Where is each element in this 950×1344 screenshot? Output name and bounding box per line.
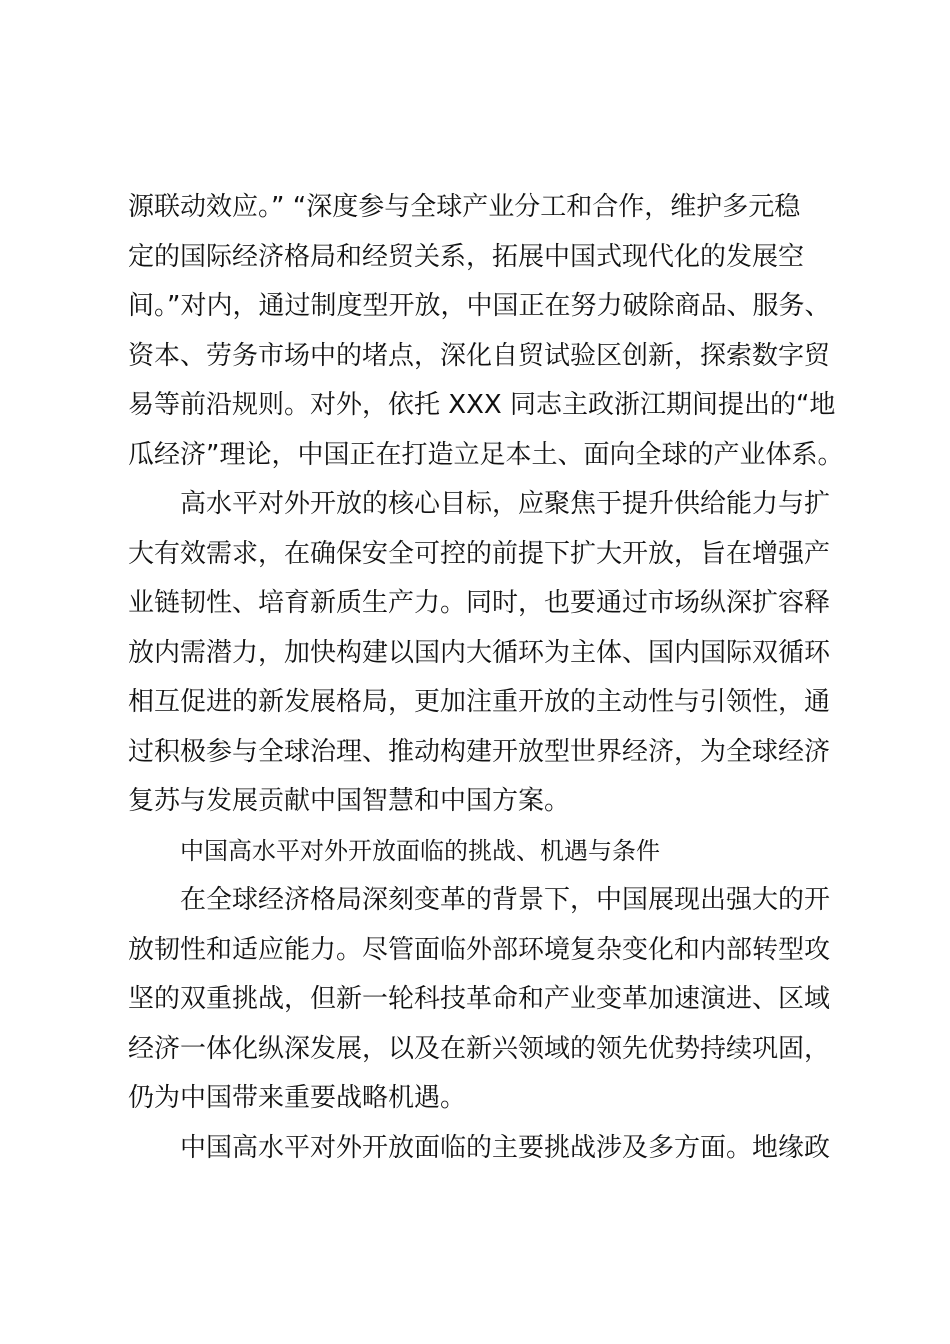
text-line: 定的国际经济格局和经贸关系，拓展中国式现代化的发展空 [128, 241, 805, 272]
paragraph-first-line: 在全球经济格局深刻变革的背景下，中国展现出强大的开 [180, 885, 831, 915]
paragraph-first-line: 高水平对外开放的核心目标，应聚焦于提升供给能力与扩 [180, 489, 831, 519]
text-line: 间。”对内，通过制度型开放，中国正在努力破除商品、服务、 [128, 291, 831, 321]
text-line: 仍为中国带来重要战略机遇。 [128, 1083, 467, 1113]
text-line: 大有效需求，在确保安全可控的前提下扩大开放，旨在增强产 [128, 538, 831, 569]
text-line: 瓜经济”理论，中国正在打造立足本土、面向全球的产业体系。 [128, 439, 844, 470]
paragraph-first-line: 中国高水平对外开放面临的主要挑战涉及多方面。地缘政 [180, 1132, 831, 1163]
section-heading: 中国高水平对外开放面临的挑战、机遇与条件 [180, 836, 660, 865]
text-line: 相互促进的新发展格局，更加注重开放的主动性与引领性，通 [128, 687, 831, 717]
text-line: 易等前沿规则。对外，依托 XXX 同志主政浙江期间提出的“地 [128, 390, 836, 420]
document-body [128, 183, 848, 1173]
text-line: 过积极参与全球治理、推动构建开放型世界经济，为全球经济 [128, 736, 831, 767]
text-line: 放内需潜力，加快构建以国内大循环为主体、国内国际双循环 [128, 637, 831, 668]
text-line: 坚的双重挑战，但新一轮科技革命和产业变革加速演进、区域 [128, 984, 831, 1014]
text-line: 资本、劳务市场中的堵点，深化自贸试验区创新，探索数字贸 [128, 340, 831, 371]
text-line: 放韧性和适应能力。尽管面临外部环境复杂变化和内部转型攻 [128, 934, 831, 965]
text-line: 业链韧性、培育新质生产力。同时，也要通过市场纵深扩容释 [128, 588, 831, 618]
text-line: 经济一体化纵深发展，以及在新兴领域的领先优势持续巩固， [128, 1033, 831, 1064]
text-line: 复苏与发展贡献中国智慧和中国方案。 [128, 786, 571, 816]
text-line: 源联动效应。” “深度参与全球产业分工和合作，维护多元稳 [128, 192, 801, 222]
